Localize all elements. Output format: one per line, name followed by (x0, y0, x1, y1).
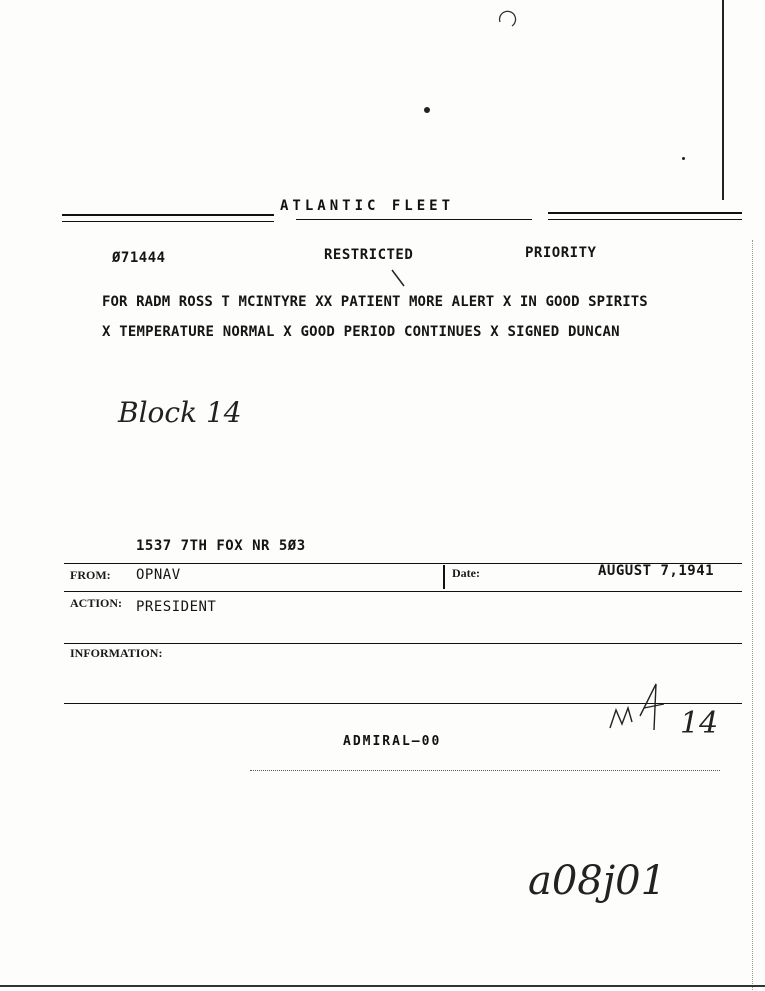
message-body-line-2: X TEMPERATURE NORMAL X GOOD PERIOD CONTINUES X SIGNED DUNCAN (102, 324, 620, 340)
form-rule-action (64, 643, 742, 644)
form-rule-from (64, 591, 742, 592)
ink-speck (682, 157, 685, 160)
header-title-underline (296, 219, 532, 220)
page-edge-line (722, 0, 727, 200)
footer-dotted-line (250, 770, 720, 771)
header-rule-right (548, 212, 742, 220)
header-rule-left (62, 214, 274, 222)
footer-signature: ADMIRAL—00 (343, 734, 442, 749)
classification: RESTRICTED (324, 247, 414, 263)
message-number: Ø71444 (112, 250, 166, 266)
precedence: PRIORITY (525, 245, 597, 261)
handwritten-file-code: a08j01 (528, 858, 667, 904)
check-mark-icon (390, 268, 410, 290)
handwritten-initials (606, 676, 676, 736)
handwritten-number: 14 (680, 706, 719, 741)
from-value: OPNAV (136, 567, 181, 583)
routing-line: 1537 7TH FOX NR 5Ø3 (136, 538, 306, 554)
information-label: INFORMATION: (70, 646, 163, 660)
header-title: ATLANTIC FLEET (280, 198, 455, 214)
date-value: AUGUST 7,1941 (598, 563, 715, 579)
message-body-line-1: FOR RADM ROSS T MCINTYRE XX PATIENT MORE ALERT X IN GOOD SPIRITS (102, 294, 648, 310)
action-label: ACTION: (70, 596, 123, 610)
from-label: FROM: (70, 568, 111, 582)
form-divider (443, 565, 445, 589)
page-edge-dotted (752, 240, 753, 990)
page-bottom-edge (0, 985, 765, 987)
action-value: PRESIDENT (136, 599, 217, 615)
handwritten-note: Block 14 (118, 396, 242, 429)
ink-speck (424, 107, 430, 113)
circle-mark-icon (494, 8, 518, 32)
date-label: Date: (452, 566, 480, 580)
